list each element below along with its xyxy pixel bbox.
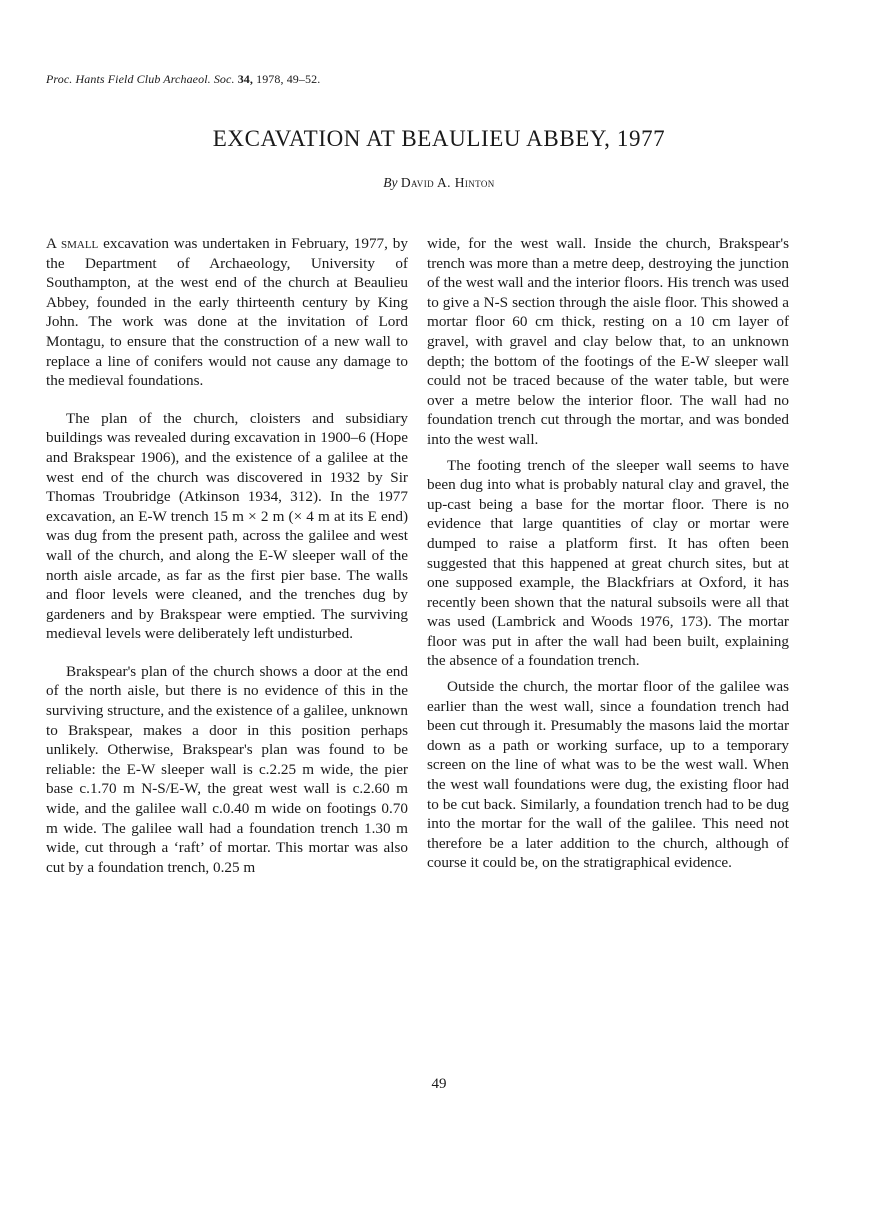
journal-citation xyxy=(46,72,320,87)
paragraph: Outside the church, the mortar floor of the galilee was earlier than the west wall, since a foundation trench had been cut through it. Presumably the masons laid the mortar down as a path or working surface, up to a temporary screen on the line of what was to be the west wall. When the west wall foundations were dug, the existing floor had to be cut back. Similarly, a foundation trench had to be dug into the mortar for the wall of the galilee. This need not therefore be a later addition to the church, although of course it could be, on the stratigraphical evidence. xyxy=(427,678,789,872)
opening-words: A small xyxy=(46,235,99,252)
left-column xyxy=(46,234,408,877)
article-title: EXCAVATION AT BEAULIEU ABBEY, 1977 xyxy=(212,126,666,151)
citation-year-pages: 1978, 49–52. xyxy=(256,72,321,86)
citation-journal: Proc. Hants Field Club Archaeol. Soc. xyxy=(46,72,235,86)
page-number: 49 xyxy=(431,1076,447,1092)
citation-volume: 34, xyxy=(237,72,253,86)
byline xyxy=(0,175,878,191)
byline-prefix: By xyxy=(383,175,398,190)
paragraph xyxy=(46,234,408,391)
paragraph-text: excavation was undertaken in February, 1977, by the Department of Archaeology, University of Southampton, at the west end of the church at Beaulieu Abbey, founded in the early thirteenth century by King John. The work was done at the invitation of Lord Montagu, to ensure that the construction of a new wall to replace a line of conifers would not cause any damage to the medieval foundations. xyxy=(46,235,408,390)
paragraph: The plan of the church, cloisters and subsidiary buildings was revealed during excavation in 1900–6 (Hope and Brakspear 1906), and the existence of a galilee at the west end of the church was discovered in 1932 by Sir Thomas Troubridge (Atkinson 1934, 312). In the 1977 excavation, an E-W trench 15 m × 2 m (× 4 m at its E end) was dug from the present path, across the galilee and west wall of the church, and along the E-W sleeper wall of the north aisle arcade, as far as the first pier base. The walls and floor levels were cleaned, and the trenches dug by gardeners and by Brakspear were emptied. The surviving medieval levels were deliberately left undisturbed. xyxy=(46,409,408,643)
paragraph: Brakspear's plan of the church shows a door at the end of the north aisle, but there is no evidence of this in the surviving structure, and the existence of a galilee, unknown to Brakspear, makes a door in this position perhaps unlikely. Otherwise, Brakspear's plan was found to be reliable: the E-W sleeper wall is c.2.25 m wide, the pier base c.1.70 m N-S/E-W, the great west wall is c.2.60 m wide, and the galilee wall c.0.40 m wide on footings 0.70 m wide. The galilee wall had a foundation trench 1.30 m wide, cut through a ‘raft’ of mortar. This mortar was also cut by a foundation trench, 0.25 m xyxy=(46,662,408,876)
paragraph: The footing trench of the sleeper wall seems to have been dug into what is probably natural clay and gravel, the up-cast being a base for the mortar floor. There is no evidence that large quantities of clay or mortar were dumped to raise a platform first. It has often been suggested that this happened at great church sites, but at one supposed example, the Blackfriars at Oxford, it has recently been shown that the natural subsoils were all that was used (Lambrick and Woods 1976, 173). The mortar floor was put in after the wall had been built, explaining the absence of a foundation trench. xyxy=(427,456,789,670)
author-name: David A. Hinton xyxy=(400,175,495,190)
right-column xyxy=(427,234,789,873)
paragraph: wide, for the west wall. Inside the church, Brakspear's trench was more than a metre deep, destroying the junction of the west wall and the interior floors. His trench was used to give a N-S section through the aisle floor. This showed a mortar floor 60 cm thick, resting on a 10 cm layer of gravel, with gravel and clay below that, to an unknown depth; the bottom of the footings of the E-W sleeper wall could not be traced because of the water table, but were over a metre below the interior floor. The wall had no foundation trench cut through the mortar, and was bonded into the west wall. xyxy=(427,235,789,448)
